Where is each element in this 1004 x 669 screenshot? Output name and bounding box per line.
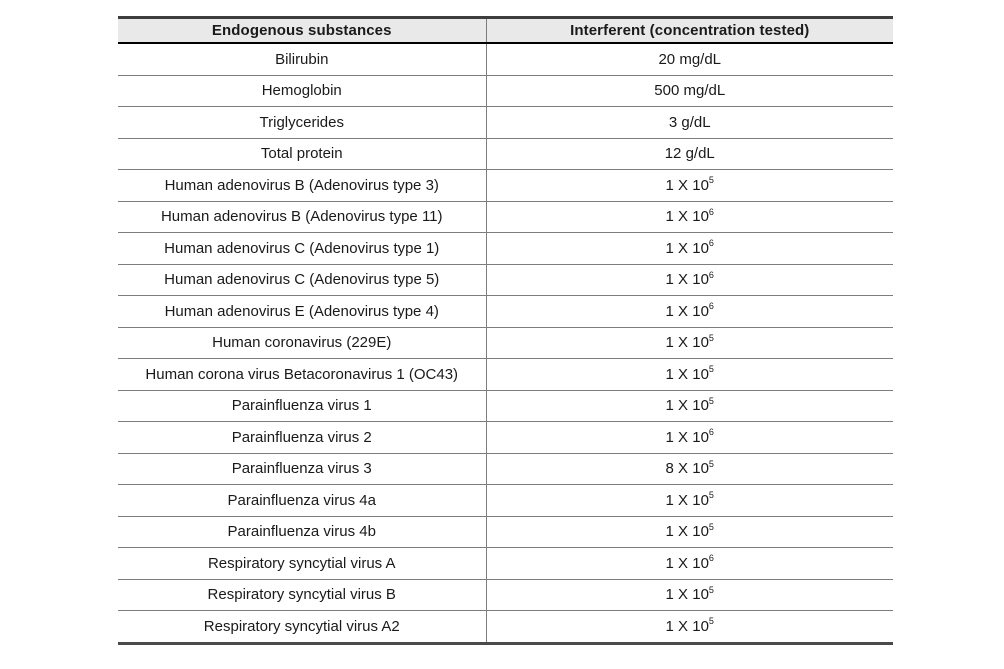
value-exponent: 6 — [708, 427, 714, 438]
substance-cell: Parainfluenza virus 2 — [118, 422, 486, 454]
value-cell — [486, 327, 893, 359]
table-row — [118, 170, 893, 202]
value-text: 1 X 10 — [665, 334, 709, 352]
value-text: 1 X 10 — [665, 428, 709, 446]
substance-cell: Respiratory syncytial virus A — [118, 548, 486, 580]
value-exponent: 6 — [708, 553, 714, 564]
table-row — [118, 75, 893, 107]
value-exponent: 5 — [708, 490, 714, 501]
value-text: 1 X 10 — [665, 554, 709, 572]
value-cell — [486, 296, 893, 328]
value-text: 1 X 10 — [665, 302, 709, 320]
substance-cell: Bilirubin — [118, 43, 486, 75]
value-text: 1 X 10 — [665, 617, 709, 635]
substance-cell: Human corona virus Betacoronavirus 1 (OC43) — [118, 359, 486, 391]
table-row — [118, 359, 893, 391]
value-exponent: 5 — [708, 395, 714, 406]
value-exponent: 5 — [708, 521, 714, 532]
value-cell — [486, 359, 893, 391]
substance-cell: Respiratory syncytial virus B — [118, 579, 486, 611]
substance-cell: Human adenovirus E (Adenovirus type 4) — [118, 296, 486, 328]
value-cell — [486, 43, 893, 75]
substance-cell: Parainfluenza virus 4a — [118, 485, 486, 517]
value-exponent: 5 — [708, 364, 714, 375]
value-cell — [486, 453, 893, 485]
value-cell — [486, 201, 893, 233]
table-header — [118, 18, 893, 44]
value-text: 1 X 10 — [665, 239, 709, 257]
value-text: 12 g/dL — [664, 145, 715, 163]
substance-cell: Parainfluenza virus 3 — [118, 453, 486, 485]
substance-cell: Human adenovirus B (Adenovirus type 11) — [118, 201, 486, 233]
column-header-endogenous-substances: Endogenous substances — [118, 18, 486, 44]
header-row — [118, 18, 893, 44]
substance-cell: Parainfluenza virus 4b — [118, 516, 486, 548]
value-exponent: 5 — [708, 175, 714, 186]
substance-cell: Human adenovirus C (Adenovirus type 5) — [118, 264, 486, 296]
value-exponent: 6 — [708, 269, 714, 280]
value-cell — [486, 611, 893, 644]
substance-cell: Human adenovirus B (Adenovirus type 3) — [118, 170, 486, 202]
substance-cell: Hemoglobin — [118, 75, 486, 107]
table-row — [118, 201, 893, 233]
value-text: 1 X 10 — [665, 523, 709, 541]
value-text: 500 mg/dL — [654, 82, 726, 100]
substance-cell: Human coronavirus (229E) — [118, 327, 486, 359]
table-row — [118, 453, 893, 485]
value-cell — [486, 233, 893, 265]
value-cell — [486, 548, 893, 580]
table-row — [118, 579, 893, 611]
value-exponent: 5 — [708, 616, 714, 627]
table-row — [118, 233, 893, 265]
table-row — [118, 611, 893, 644]
substance-cell: Parainfluenza virus 1 — [118, 390, 486, 422]
substance-cell: Total protein — [118, 138, 486, 170]
value-text: 8 X 10 — [665, 460, 709, 478]
interference-table — [118, 16, 893, 645]
value-cell — [486, 579, 893, 611]
value-text: 1 X 10 — [665, 365, 709, 383]
substance-cell: Triglycerides — [118, 107, 486, 139]
value-cell — [486, 390, 893, 422]
value-text: 1 X 10 — [665, 586, 709, 604]
value-cell — [486, 170, 893, 202]
table-row — [118, 107, 893, 139]
table-row — [118, 422, 893, 454]
value-cell — [486, 75, 893, 107]
substance-cell: Human adenovirus C (Adenovirus type 1) — [118, 233, 486, 265]
value-text: 1 X 10 — [665, 491, 709, 509]
substance-cell: Respiratory syncytial virus A2 — [118, 611, 486, 644]
table-body — [118, 43, 893, 643]
value-cell — [486, 485, 893, 517]
value-exponent: 5 — [708, 458, 714, 469]
value-text: 1 X 10 — [665, 271, 709, 289]
value-text: 1 X 10 — [665, 208, 709, 226]
table-row — [118, 485, 893, 517]
value-cell — [486, 138, 893, 170]
table-row — [118, 296, 893, 328]
value-exponent: 5 — [708, 584, 714, 595]
value-cell — [486, 264, 893, 296]
value-cell — [486, 107, 893, 139]
value-cell — [486, 516, 893, 548]
value-text: 1 X 10 — [665, 397, 709, 415]
value-text: 3 g/dL — [668, 113, 711, 131]
value-exponent: 6 — [708, 301, 714, 312]
table-row — [118, 43, 893, 75]
table-row — [118, 516, 893, 548]
column-header-interferent: Interferent (concentration tested) — [486, 18, 893, 44]
value-text: 20 mg/dL — [658, 50, 722, 68]
value-exponent: 5 — [708, 332, 714, 343]
value-text: 1 X 10 — [665, 176, 709, 194]
table-row — [118, 264, 893, 296]
value-exponent: 6 — [708, 206, 714, 217]
table-row — [118, 327, 893, 359]
table-row — [118, 138, 893, 170]
value-cell — [486, 422, 893, 454]
table-row — [118, 548, 893, 580]
table-row — [118, 390, 893, 422]
value-exponent: 6 — [708, 238, 714, 249]
